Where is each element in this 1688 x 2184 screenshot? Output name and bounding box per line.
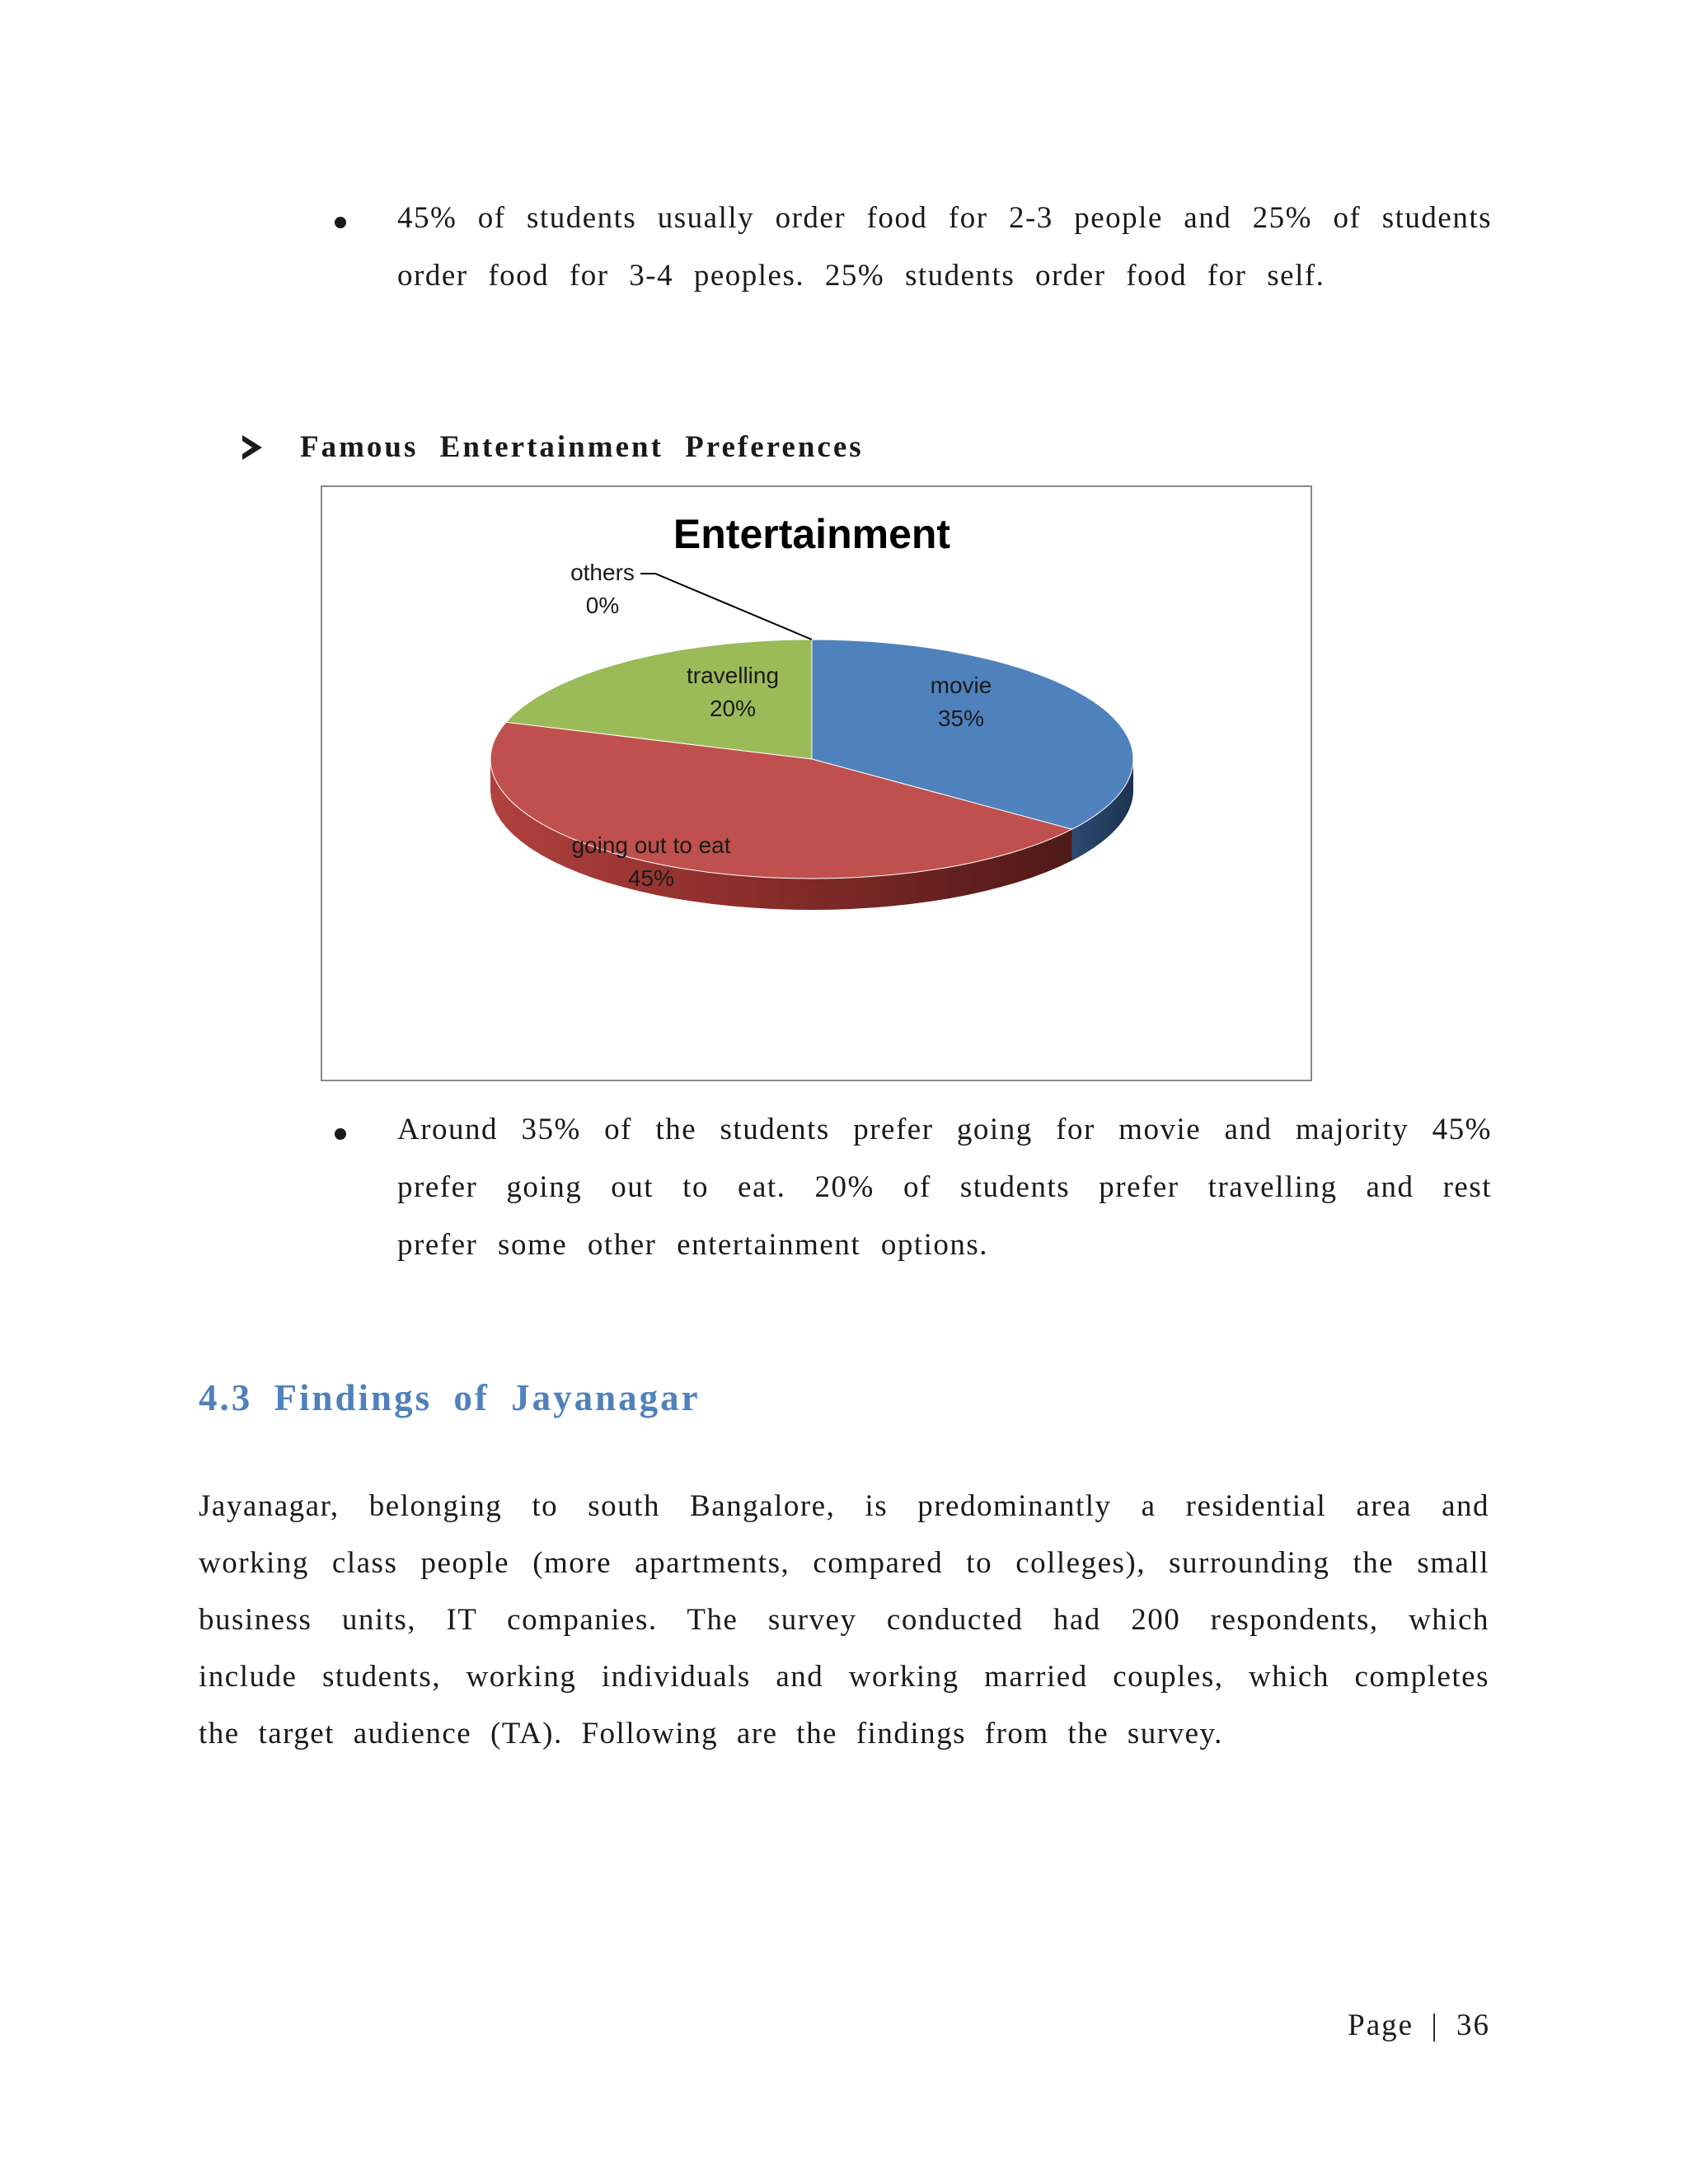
subsection-title: 4.3 Findings of Jayanagar [199, 1377, 701, 1418]
entertainment-pie-chart [321, 485, 1312, 1081]
svg-text:20%: 20% [709, 696, 757, 721]
bullet-icon [335, 1128, 346, 1140]
svg-text:travelling: travelling [686, 663, 780, 688]
findings-paragraph: Jayanagar, belonging to south Bangalore, is predominantly a residential area and working class people (more apartments, compared to colleges), surrounding the small business units, IT companies. The survey conducted had 200 respondents, which include students, working individuals and working married couples, which completes the target audience (TA). Following are the findings from the survey. [199, 1489, 1489, 1750]
bullet-text: Around 35% of the students prefer going for movie and majority 45% prefer going out to eat. 20% of students prefer travelling and rest prefer some other entertainment options. [397, 1113, 1492, 1262]
svg-text:movie: movie [930, 673, 992, 698]
svg-text:going out to eat: going out to eat [571, 832, 731, 858]
svg-text:35%: 35% [937, 705, 985, 731]
section-heading-text: Famous Entertainment Preferences [300, 430, 864, 464]
bullet-item-entertainment [346, 1101, 1492, 1274]
leader-line-others [640, 574, 812, 640]
svg-text:0%: 0% [585, 593, 620, 618]
bullet-item-order-size [346, 190, 1492, 305]
bullet-icon [335, 217, 346, 228]
section-heading [252, 427, 864, 468]
data-label-others [570, 560, 635, 618]
svg-text:others: others [570, 560, 635, 585]
chart-title: Entertainment [673, 511, 951, 557]
bullet-text: 45% of students usually order food for 2-3 people and 25% of students order food for 3-4 peoples. 25% students order food for self. [397, 201, 1492, 293]
page-number: Page | 36 [1348, 2008, 1490, 2042]
arrow-bullet-icon [242, 435, 262, 460]
pie-chart-canvas [322, 487, 1311, 1080]
svg-text:45%: 45% [627, 865, 675, 891]
